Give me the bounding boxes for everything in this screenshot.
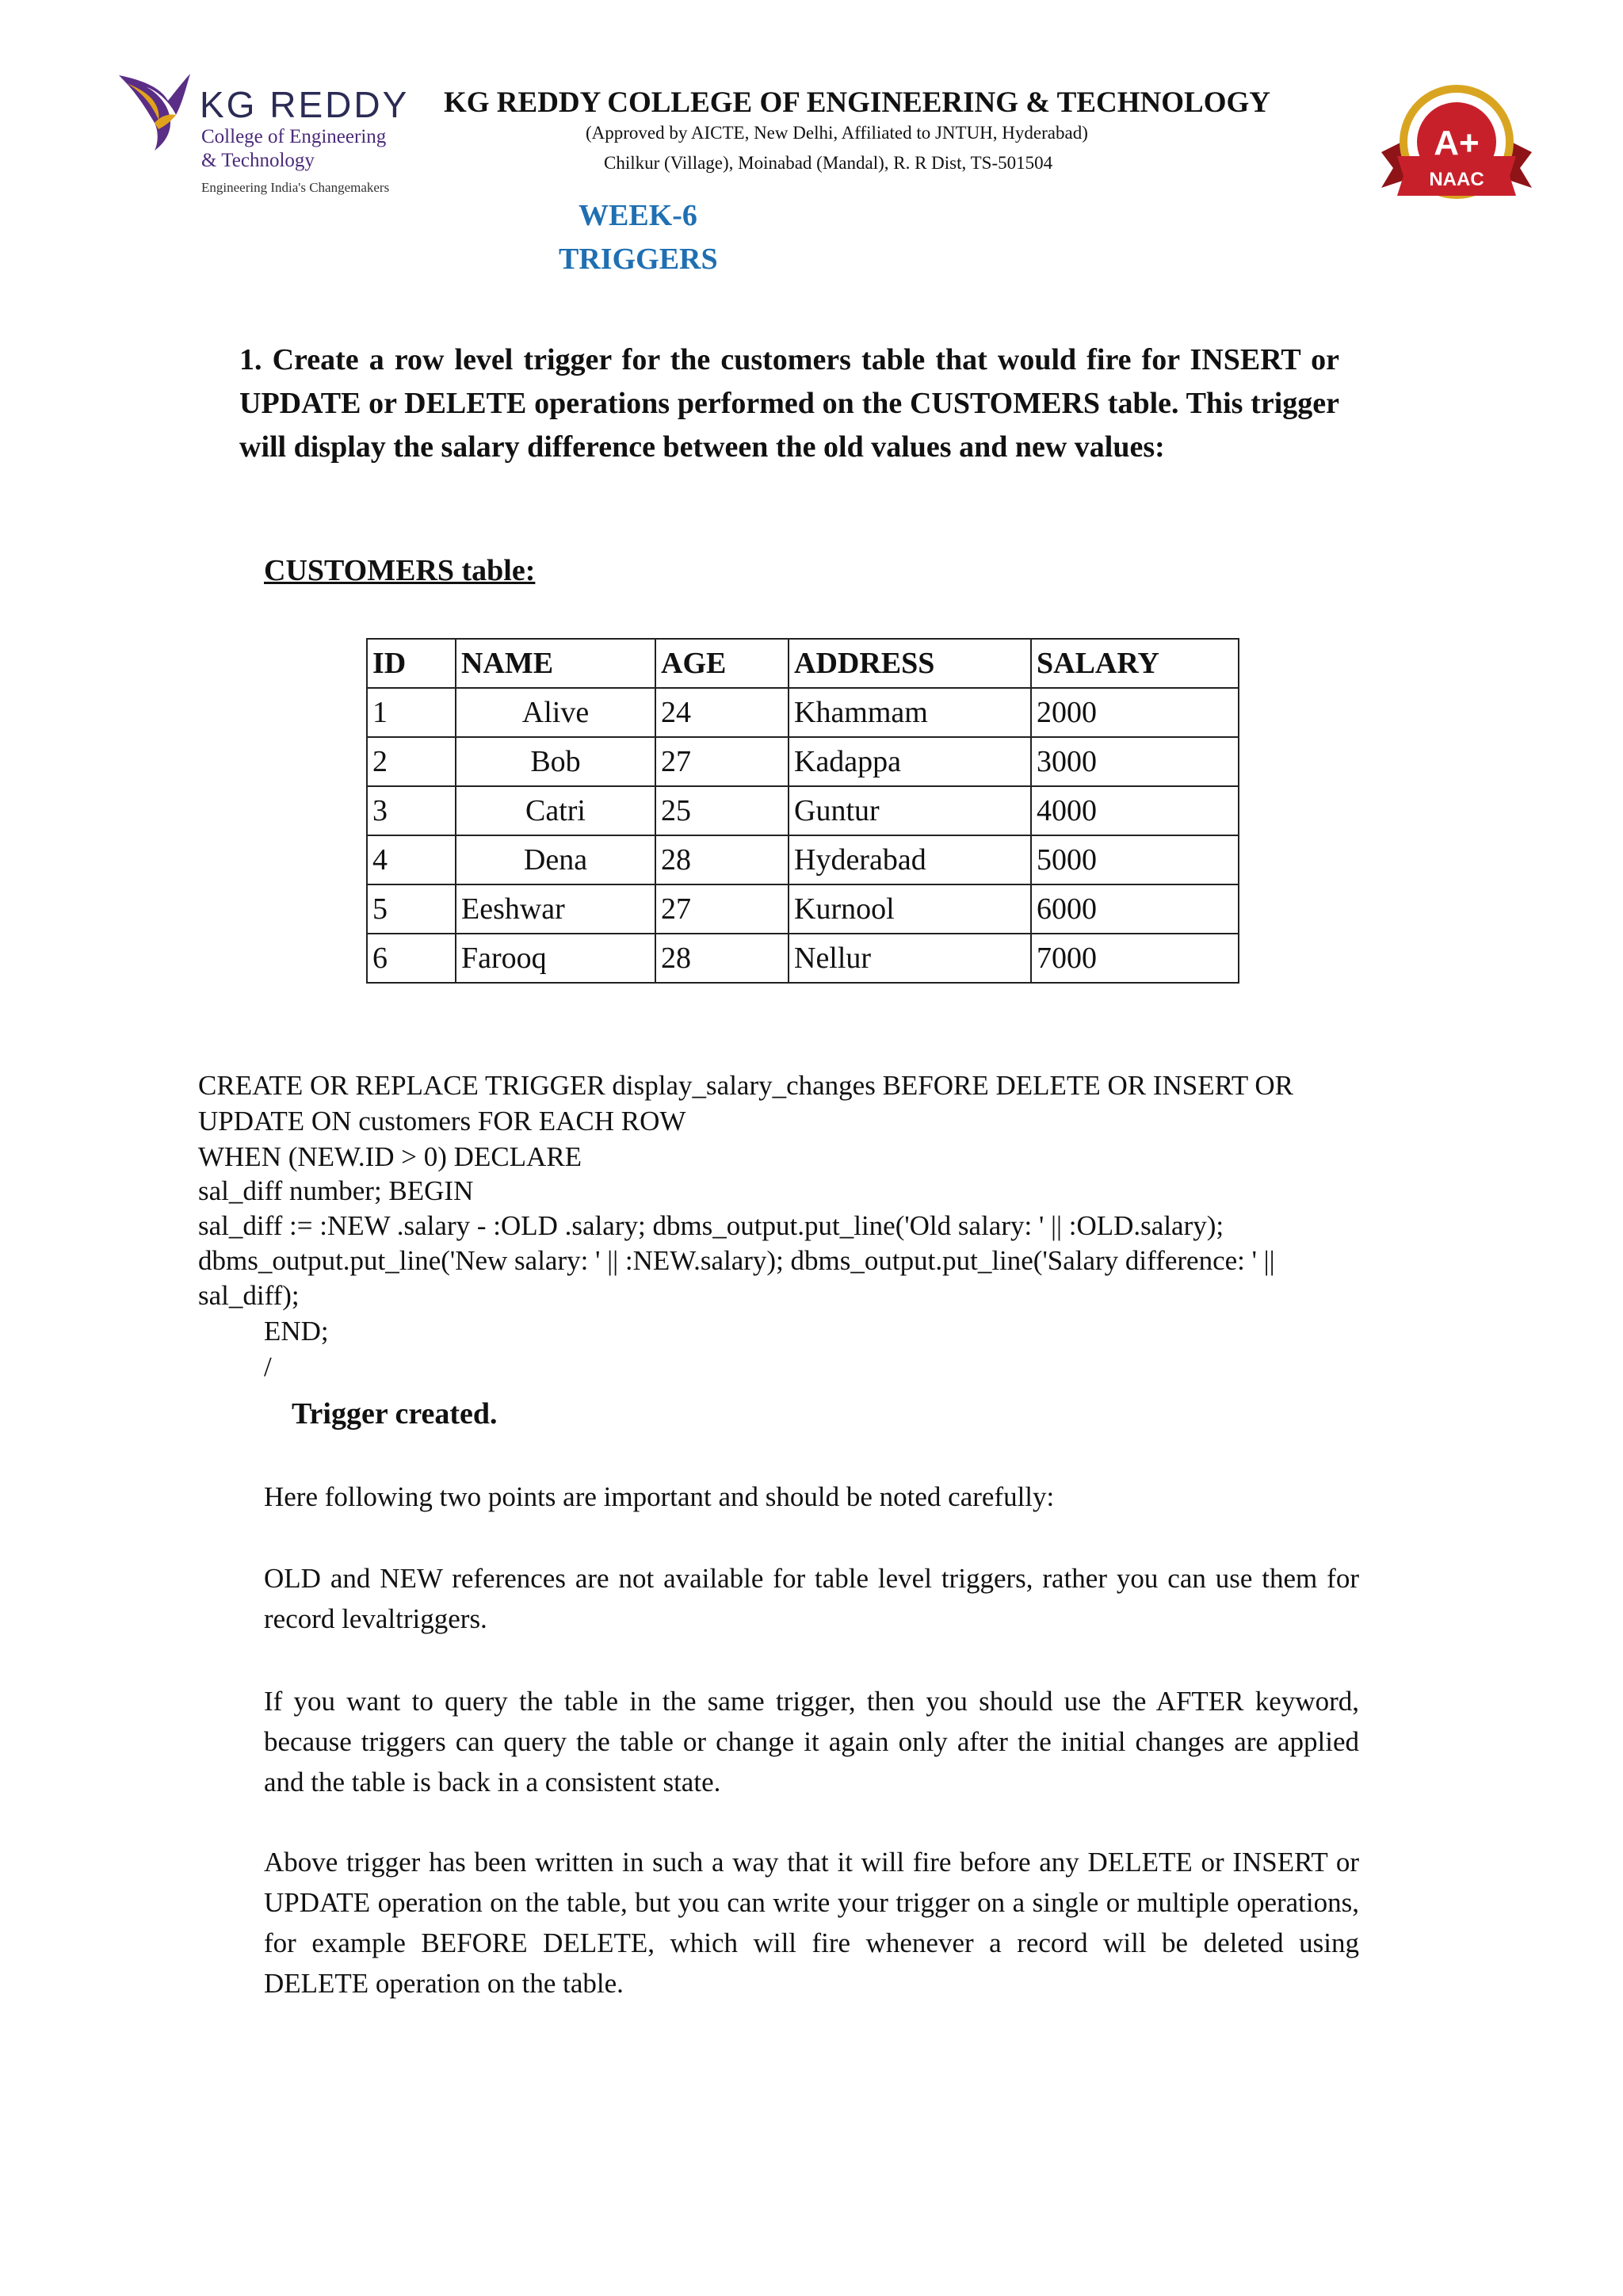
table-cell: Kadappa	[789, 737, 1031, 786]
table-header-row	[367, 639, 1239, 688]
code-line: END;	[264, 1316, 329, 1347]
naac-badge	[1373, 77, 1540, 220]
table-cell: 3000	[1031, 737, 1239, 786]
table-header-cell: SALARY	[1031, 639, 1239, 688]
naac-label: NAAC	[1429, 169, 1484, 190]
code-line: WHEN (NEW.ID > 0) DECLARE	[198, 1141, 582, 1172]
naac-seal-icon	[1373, 77, 1540, 220]
address-line: Chilkur (Village), Moinabad (Mandal), R. R Dist, TS-501504	[604, 153, 1053, 173]
paragraph: Here following two points are important and should be noted carefully:	[264, 1481, 1055, 1512]
table-header-cell: ADDRESS	[789, 639, 1031, 688]
table-cell: Hyderabad	[789, 835, 1031, 884]
college-name: KG REDDY COLLEGE OF ENGINEERING & TECHNOLOGY	[444, 86, 1270, 119]
table-cell: Dena	[456, 835, 655, 884]
table-cell: 1	[367, 688, 456, 737]
code-line: sal_diff number; BEGIN	[198, 1175, 474, 1206]
table-row	[367, 688, 1239, 737]
eagle-logo-icon	[111, 67, 198, 155]
code-line: CREATE OR REPLACE TRIGGER display_salary_changes BEFORE DELETE OR INSERT OR	[198, 1070, 1293, 1101]
approval-line: (Approved by AICTE, New Delhi, Affiliated to JNTUH, Hyderabad)	[586, 123, 1088, 143]
table-cell: Catri	[456, 786, 655, 835]
paragraph: OLD and NEW references are not available for table level triggers, rather you can use them for record levaltriggers.	[264, 1563, 1359, 1634]
table-cell: 27	[655, 884, 789, 934]
table-cell: 27	[655, 737, 789, 786]
table-cell: 2000	[1031, 688, 1239, 737]
paragraph: If you want to query the table in the same trigger, then you should use the AFTER keyword, because triggers can query the table or change it again only after the initial changes are applied and the table is back in a consistent state.	[264, 1686, 1359, 1797]
table-cell: 4	[367, 835, 456, 884]
table-cell: 28	[655, 934, 789, 983]
table-cell: Guntur	[789, 786, 1031, 835]
table-header-cell: AGE	[655, 639, 789, 688]
college-logo	[111, 67, 412, 202]
table-cell: 3	[367, 786, 456, 835]
table-cell: Khammam	[789, 688, 1031, 737]
table-cell: Eeshwar	[456, 884, 655, 934]
naac-grade: A+	[1434, 124, 1480, 162]
table-header-cell: ID	[367, 639, 456, 688]
code-line: sal_diff := :NEW .salary - :OLD .salary; dbms_output.put_line('Old salary: ' || :OLD.salary);	[198, 1210, 1224, 1241]
logo-line-2: & Technology	[201, 150, 315, 171]
topic-title: TRIGGERS	[559, 243, 718, 276]
table-cell: Farooq	[456, 934, 655, 983]
code-line: dbms_output.put_line('New salary: ' || :NEW.salary); dbms_output.put_line('Salary difference: ' ||	[198, 1245, 1275, 1276]
logo-line-1: College of Engineering	[201, 126, 387, 147]
code-line: /	[264, 1351, 272, 1382]
table-cell: 7000	[1031, 934, 1239, 983]
paragraph: Above trigger has been written in such a way that it will fire before any DELETE or INSERT or UPDATE operation on the table, but you can write your trigger on a single or multiple operations, for example BEFORE DELETE, which will fire whenever a record will be deleted using DELETE operation on the table.	[264, 1847, 1359, 1999]
table-caption: CUSTOMERS table:	[264, 554, 536, 587]
table-row	[367, 737, 1239, 786]
table-header-cell: NAME	[456, 639, 655, 688]
logo-tagline: Engineering India's Changemakers	[201, 180, 390, 195]
table-cell: 5000	[1031, 835, 1239, 884]
code-line: UPDATE ON customers FOR EACH ROW	[198, 1106, 686, 1137]
code-line: sal_diff);	[198, 1280, 300, 1311]
table-cell: 6000	[1031, 884, 1239, 934]
table-row	[367, 835, 1239, 884]
table-cell: 5	[367, 884, 456, 934]
table-cell: 28	[655, 835, 789, 884]
customers-table	[366, 638, 1239, 984]
result-text: Trigger created.	[292, 1397, 498, 1431]
week-title: WEEK-6	[579, 199, 697, 232]
table-cell: Alive	[456, 688, 655, 737]
table-cell: 2	[367, 737, 456, 786]
table-cell: 24	[655, 688, 789, 737]
table-cell: Bob	[456, 737, 655, 786]
logo-brand: KG REDDY	[200, 84, 410, 125]
table-row	[367, 884, 1239, 934]
table-cell: 4000	[1031, 786, 1239, 835]
table-cell: Nellur	[789, 934, 1031, 983]
table-row	[367, 934, 1239, 983]
table-cell: 25	[655, 786, 789, 835]
table-cell: 6	[367, 934, 456, 983]
table-cell: Kurnool	[789, 884, 1031, 934]
table-row	[367, 786, 1239, 835]
question-text: 1. Create a row level trigger for the customers table that would fire for INSERT or UPDATE or DELETE operations performed on the CUSTOMERS table. This trigger will display the salary difference between the old values and new values:	[239, 343, 1339, 464]
